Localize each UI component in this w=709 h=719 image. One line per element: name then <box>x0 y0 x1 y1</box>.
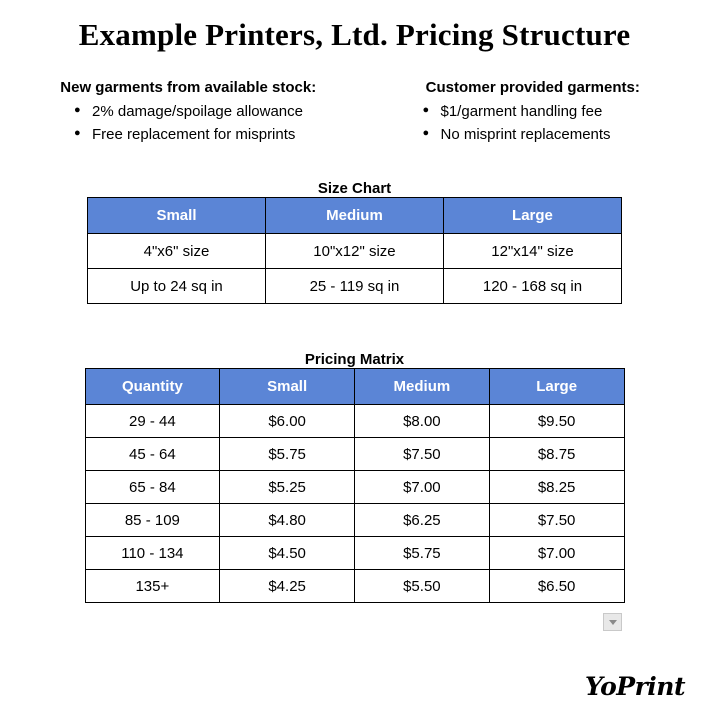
size-chart-title: Size Chart <box>317 180 392 197</box>
size-chart-table-wrapper <box>0 197 709 304</box>
table-cell: Up to 24 sq in <box>88 269 266 304</box>
pricing-matrix-section <box>0 351 709 603</box>
notes-list-customer-garments <box>371 101 696 145</box>
pricing-document-page <box>0 17 709 719</box>
column-header: Quantity <box>85 369 220 405</box>
table-cell: 12"x14" size <box>443 234 621 269</box>
table-cell: $4.25 <box>220 570 355 603</box>
table-cell: $7.50 <box>355 438 490 471</box>
table-cell: $8.75 <box>489 438 624 471</box>
table-cell: $7.00 <box>355 471 490 504</box>
scroll-down-button[interactable] <box>603 613 622 631</box>
table-cell: 110 - 134 <box>85 537 220 570</box>
yoprint-logo: YoPrint <box>584 672 685 701</box>
table-cell: $8.00 <box>355 405 490 438</box>
pricing-matrix-table-wrapper <box>0 368 709 603</box>
column-header: Medium <box>265 198 443 234</box>
table-row <box>85 405 624 438</box>
list-item: ● Free replacement for misprints <box>74 124 355 145</box>
table-cell: $7.50 <box>489 504 624 537</box>
table-cell: $4.50 <box>220 537 355 570</box>
table-cell: 120 - 168 sq in <box>443 269 621 304</box>
table-header-row <box>88 198 622 234</box>
table-cell: 10"x12" size <box>265 234 443 269</box>
table-cell: 85 - 109 <box>85 504 220 537</box>
table-cell: $6.50 <box>489 570 624 603</box>
table-row <box>85 504 624 537</box>
table-row <box>85 537 624 570</box>
table-cell: $4.80 <box>220 504 355 537</box>
list-item: ● 2% damage/spoilage allowance <box>74 101 355 122</box>
policy-notes <box>0 79 709 147</box>
column-header: Large <box>489 369 624 405</box>
notes-heading-customer-garments: Customer provided garments: <box>425 79 640 96</box>
size-chart-section <box>0 180 709 304</box>
table-cell: 4"x6" size <box>88 234 266 269</box>
table-cell: $5.50 <box>355 570 490 603</box>
table-row <box>85 570 624 603</box>
size-chart-table <box>87 197 622 304</box>
chevron-down-icon <box>609 620 617 625</box>
notes-column-new-garments <box>14 79 355 147</box>
table-cell: $5.75 <box>355 537 490 570</box>
table-cell: $7.00 <box>489 537 624 570</box>
table-row <box>88 234 622 269</box>
pricing-matrix-title: Pricing Matrix <box>304 351 405 368</box>
page-title: Example Printers, Ltd. Pricing Structure <box>78 17 631 52</box>
list-item: ● No misprint replacements <box>423 124 696 145</box>
notes-column-customer-garments <box>355 79 696 147</box>
notes-list-new-garments <box>22 101 355 145</box>
table-cell: 25 - 119 sq in <box>265 269 443 304</box>
list-item: ● $1/garment handling fee <box>423 101 696 122</box>
table-cell: $5.25 <box>220 471 355 504</box>
table-cell: 135+ <box>85 570 220 603</box>
pricing-matrix-table <box>85 368 625 603</box>
column-header: Small <box>88 198 266 234</box>
table-cell: $9.50 <box>489 405 624 438</box>
notes-heading-new-garments: New garments from available stock: <box>60 79 317 96</box>
table-cell: $8.25 <box>489 471 624 504</box>
table-row <box>88 269 622 304</box>
table-cell: $6.25 <box>355 504 490 537</box>
table-cell: 29 - 44 <box>85 405 220 438</box>
table-header-row <box>85 369 624 405</box>
table-row <box>85 438 624 471</box>
table-row <box>85 471 624 504</box>
column-header: Small <box>220 369 355 405</box>
table-cell: 65 - 84 <box>85 471 220 504</box>
table-cell: 45 - 64 <box>85 438 220 471</box>
table-cell: $6.00 <box>220 405 355 438</box>
column-header: Medium <box>355 369 490 405</box>
column-header: Large <box>443 198 621 234</box>
table-cell: $5.75 <box>220 438 355 471</box>
